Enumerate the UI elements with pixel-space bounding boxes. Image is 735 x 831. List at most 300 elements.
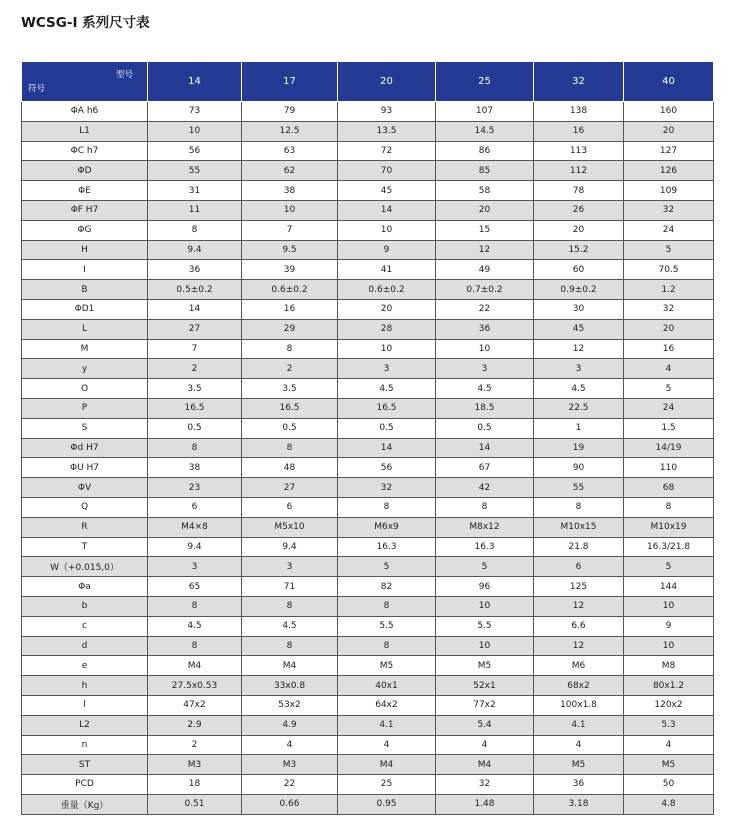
table-cell: 18.5	[436, 398, 534, 418]
table-cell: 4.5	[436, 379, 534, 399]
table-row	[22, 775, 714, 795]
table-cell: 8	[436, 497, 534, 517]
table-cell: 36	[436, 319, 534, 339]
table-cell: 5.5	[436, 616, 534, 636]
table-row	[22, 557, 714, 577]
table-cell: 4.9	[242, 715, 338, 735]
row-symbol-cell: H	[22, 240, 148, 260]
table-cell: 2	[148, 735, 242, 755]
table-cell: 0.7±0.2	[436, 280, 534, 300]
row-symbol-cell: ΦG	[22, 220, 148, 240]
table-cell: 18	[148, 775, 242, 795]
table-cell: 24	[624, 398, 714, 418]
table-cell: 38	[242, 181, 338, 201]
table-row	[22, 458, 714, 478]
table-cell: 73	[148, 102, 242, 122]
table-cell: 160	[624, 102, 714, 122]
table-cell: 25	[338, 775, 436, 795]
row-symbol-cell: Φd H7	[22, 438, 148, 458]
table-cell: 21.8	[534, 537, 624, 557]
table-cell: M5	[534, 755, 624, 775]
header-model-14: 14	[148, 62, 242, 102]
table-cell: 4	[624, 359, 714, 379]
table-cell: 10	[148, 121, 242, 141]
table-cell: 8	[534, 497, 624, 517]
table-cell: 56	[148, 141, 242, 161]
row-symbol-cell: Φa	[22, 577, 148, 597]
table-cell: 60	[534, 260, 624, 280]
table-cell: 4	[624, 735, 714, 755]
table-cell: M8x12	[436, 517, 534, 537]
table-row	[22, 379, 714, 399]
table-cell: 0.95	[338, 794, 436, 814]
row-symbol-cell: P	[22, 398, 148, 418]
table-cell: M4	[148, 656, 242, 676]
table-cell: 22.5	[534, 398, 624, 418]
table-row	[22, 181, 714, 201]
table-row	[22, 418, 714, 438]
table-cell: 9	[624, 616, 714, 636]
table-row	[22, 220, 714, 240]
table-cell: 16.5	[338, 398, 436, 418]
table-cell: 100x1.8	[534, 695, 624, 715]
table-cell: 71	[242, 577, 338, 597]
table-cell: 14	[338, 438, 436, 458]
row-symbol-cell: S	[22, 418, 148, 438]
table-cell: 3	[436, 359, 534, 379]
table-cell: 5	[436, 557, 534, 577]
table-cell: 96	[436, 577, 534, 597]
table-cell: 31	[148, 181, 242, 201]
header-model-32: 32	[534, 62, 624, 102]
table-cell: M6	[534, 656, 624, 676]
table-cell: 8	[338, 636, 436, 656]
table-cell: 9.4	[148, 240, 242, 260]
table-cell: 3	[148, 557, 242, 577]
table-cell: 64x2	[338, 695, 436, 715]
table-cell: 5	[624, 557, 714, 577]
table-header-row	[22, 62, 714, 102]
table-cell: 0.5	[148, 418, 242, 438]
table-cell: 20	[534, 220, 624, 240]
table-cell: 5	[624, 379, 714, 399]
table-cell: 0.6±0.2	[338, 280, 436, 300]
table-cell: 56	[338, 458, 436, 478]
table-row	[22, 478, 714, 498]
table-cell: 4	[436, 735, 534, 755]
row-symbol-cell: y	[22, 359, 148, 379]
table-cell: 40x1	[338, 676, 436, 696]
table-cell: 70	[338, 161, 436, 181]
table-cell: M4×8	[148, 517, 242, 537]
table-cell: 144	[624, 577, 714, 597]
table-cell: 86	[436, 141, 534, 161]
table-cell: 82	[338, 577, 436, 597]
table-cell: 3.5	[242, 379, 338, 399]
table-cell: 4.5	[148, 616, 242, 636]
table-cell: 4.5	[242, 616, 338, 636]
table-cell: 3	[534, 359, 624, 379]
table-cell: 5	[338, 557, 436, 577]
header-model-20: 20	[338, 62, 436, 102]
table-cell: 12	[436, 240, 534, 260]
table-cell: 78	[534, 181, 624, 201]
table-cell: 28	[338, 319, 436, 339]
page-title: WCSG-I 系列尺寸表	[21, 15, 150, 31]
table-cell: 49	[436, 260, 534, 280]
table-cell: 8	[338, 497, 436, 517]
table-cell: 24	[624, 220, 714, 240]
table-cell: 93	[338, 102, 436, 122]
table-cell: 4.5	[534, 379, 624, 399]
table-cell: 55	[534, 478, 624, 498]
table-row	[22, 161, 714, 181]
table-cell: 112	[534, 161, 624, 181]
row-symbol-cell: c	[22, 616, 148, 636]
table-cell: 0.6±0.2	[242, 280, 338, 300]
table-cell: 107	[436, 102, 534, 122]
table-row	[22, 577, 714, 597]
table-cell: 4.1	[534, 715, 624, 735]
table-cell: 63	[242, 141, 338, 161]
table-row	[22, 359, 714, 379]
table-cell: 27	[242, 478, 338, 498]
table-cell: 3.18	[534, 794, 624, 814]
table-row	[22, 676, 714, 696]
table-cell: 20	[436, 200, 534, 220]
table-cell: 9.4	[148, 537, 242, 557]
table-cell: 120x2	[624, 695, 714, 715]
table-cell: 14	[338, 200, 436, 220]
table-cell: 32	[624, 200, 714, 220]
table-cell: 6	[148, 497, 242, 517]
table-cell: 39	[242, 260, 338, 280]
table-cell: 1.2	[624, 280, 714, 300]
table-cell: 1	[534, 418, 624, 438]
table-cell: 14.5	[436, 121, 534, 141]
table-cell: 19	[534, 438, 624, 458]
table-cell: 4	[242, 735, 338, 755]
table-cell: M6x9	[338, 517, 436, 537]
table-row	[22, 497, 714, 517]
table-cell: 4.8	[624, 794, 714, 814]
table-cell: 16.3	[436, 537, 534, 557]
table-cell: 2	[242, 359, 338, 379]
table-row	[22, 398, 714, 418]
table-cell: 42	[436, 478, 534, 498]
table-cell: 113	[534, 141, 624, 161]
table-cell: 10	[242, 200, 338, 220]
table-cell: 68	[624, 478, 714, 498]
table-cell: 8	[148, 636, 242, 656]
table-cell: 38	[148, 458, 242, 478]
table-cell: 36	[148, 260, 242, 280]
table-row	[22, 636, 714, 656]
table-cell: 6.6	[534, 616, 624, 636]
table-cell: 45	[534, 319, 624, 339]
table-cell: 7	[242, 220, 338, 240]
table-row	[22, 517, 714, 537]
table-cell: M4	[242, 656, 338, 676]
table-cell: M5x10	[242, 517, 338, 537]
table-cell: 80x1.2	[624, 676, 714, 696]
table-cell: 52x1	[436, 676, 534, 696]
row-symbol-cell: ΦF H7	[22, 200, 148, 220]
table-cell: 7	[148, 339, 242, 359]
table-cell: 23	[148, 478, 242, 498]
table-cell: 0.5	[338, 418, 436, 438]
table-cell: 4	[338, 735, 436, 755]
table-row	[22, 141, 714, 161]
table-cell: 50	[624, 775, 714, 795]
table-cell: 9.4	[242, 537, 338, 557]
table-row	[22, 102, 714, 122]
table-cell: 16	[534, 121, 624, 141]
table-cell: 5.4	[436, 715, 534, 735]
table-cell: 65	[148, 577, 242, 597]
table-cell: 1.5	[624, 418, 714, 438]
table-cell: 2.9	[148, 715, 242, 735]
table-cell: 110	[624, 458, 714, 478]
header-model-25: 25	[436, 62, 534, 102]
table-cell: 14	[148, 299, 242, 319]
table-cell: 22	[436, 299, 534, 319]
row-symbol-cell: L1	[22, 121, 148, 141]
row-symbol-cell: ΦA h6	[22, 102, 148, 122]
table-cell: 8	[242, 438, 338, 458]
row-symbol-cell: O	[22, 379, 148, 399]
row-symbol-cell: e	[22, 656, 148, 676]
table-cell: 10	[338, 220, 436, 240]
table-row	[22, 240, 714, 260]
table-cell: 10	[436, 636, 534, 656]
table-cell: M10x15	[534, 517, 624, 537]
table-cell: 12.5	[242, 121, 338, 141]
table-cell: 85	[436, 161, 534, 181]
table-cell: 10	[436, 339, 534, 359]
table-cell: 0.66	[242, 794, 338, 814]
header-model-40: 40	[624, 62, 714, 102]
table-cell: 5.5	[338, 616, 436, 636]
row-symbol-cell: I	[22, 260, 148, 280]
table-cell: 6	[242, 497, 338, 517]
row-symbol-cell: W（+0.015,0）	[22, 557, 148, 577]
table-cell: M4	[338, 755, 436, 775]
table-cell: 10	[436, 596, 534, 616]
table-cell: 8	[242, 636, 338, 656]
table-cell: 29	[242, 319, 338, 339]
table-cell: 20	[624, 121, 714, 141]
table-cell: 53x2	[242, 695, 338, 715]
table-cell: 14/19	[624, 438, 714, 458]
row-symbol-cell: PCD	[22, 775, 148, 795]
table-cell: 27	[148, 319, 242, 339]
row-symbol-cell: 重量（Kg）	[22, 794, 148, 814]
table-cell: 10	[338, 339, 436, 359]
table-cell: 67	[436, 458, 534, 478]
table-row	[22, 616, 714, 636]
table-cell: 0.5	[436, 418, 534, 438]
table-cell: 2	[148, 359, 242, 379]
table-row	[22, 200, 714, 220]
row-symbol-cell: T	[22, 537, 148, 557]
table-cell: 126	[624, 161, 714, 181]
table-cell: 8	[148, 220, 242, 240]
row-symbol-cell: ΦD	[22, 161, 148, 181]
table-row	[22, 339, 714, 359]
table-row	[22, 260, 714, 280]
table-cell: 41	[338, 260, 436, 280]
table-cell: 109	[624, 181, 714, 201]
table-cell: M5	[624, 755, 714, 775]
table-cell: 26	[534, 200, 624, 220]
table-row	[22, 715, 714, 735]
table-cell: 5	[624, 240, 714, 260]
table-cell: 0.51	[148, 794, 242, 814]
table-cell: M3	[242, 755, 338, 775]
header-symbol-label: 符号	[28, 84, 46, 94]
table-row	[22, 299, 714, 319]
table-cell: 16.3/21.8	[624, 537, 714, 557]
table-cell: 55	[148, 161, 242, 181]
table-cell: 3.5	[148, 379, 242, 399]
table-row	[22, 319, 714, 339]
table-cell: 70.5	[624, 260, 714, 280]
table-cell: 8	[148, 438, 242, 458]
table-cell: 45	[338, 181, 436, 201]
table-cell: 4.5	[338, 379, 436, 399]
table-row	[22, 596, 714, 616]
row-symbol-cell: ST	[22, 755, 148, 775]
table-cell: 22	[242, 775, 338, 795]
row-symbol-cell: ΦD1	[22, 299, 148, 319]
table-row	[22, 121, 714, 141]
table-cell: 33x0.8	[242, 676, 338, 696]
table-cell: 11	[148, 200, 242, 220]
table-cell: 90	[534, 458, 624, 478]
row-symbol-cell: Q	[22, 497, 148, 517]
table-cell: 1.48	[436, 794, 534, 814]
table-cell: 47x2	[148, 695, 242, 715]
row-symbol-cell: R	[22, 517, 148, 537]
table-row	[22, 735, 714, 755]
table-cell: M5	[436, 656, 534, 676]
row-symbol-cell: n	[22, 735, 148, 755]
row-symbol-cell: ΦC h7	[22, 141, 148, 161]
table-cell: 62	[242, 161, 338, 181]
table-cell: 5.3	[624, 715, 714, 735]
table-cell: 58	[436, 181, 534, 201]
table-row	[22, 695, 714, 715]
row-symbol-cell: ΦU H7	[22, 458, 148, 478]
table-cell: M8	[624, 656, 714, 676]
table-cell: 0.5±0.2	[148, 280, 242, 300]
table-cell: 8	[148, 596, 242, 616]
table-cell: 20	[624, 319, 714, 339]
row-symbol-cell: ΦV	[22, 478, 148, 498]
row-symbol-cell: d	[22, 636, 148, 656]
table-row	[22, 438, 714, 458]
table-cell: 4.1	[338, 715, 436, 735]
table-cell: 8	[624, 497, 714, 517]
table-cell: 15.2	[534, 240, 624, 260]
header-corner-cell	[22, 62, 148, 102]
table-cell: 3	[242, 557, 338, 577]
table-cell: 3	[338, 359, 436, 379]
row-symbol-cell: h	[22, 676, 148, 696]
table-cell: 8	[242, 339, 338, 359]
table-cell: 15	[436, 220, 534, 240]
table-cell: 125	[534, 577, 624, 597]
table-cell: 16	[242, 299, 338, 319]
table-cell: 68x2	[534, 676, 624, 696]
table-cell: 27.5x0.53	[148, 676, 242, 696]
table-cell: 0.9±0.2	[534, 280, 624, 300]
row-symbol-cell: ΦE	[22, 181, 148, 201]
table-cell: 12	[534, 339, 624, 359]
table-row	[22, 794, 714, 814]
row-symbol-cell: L	[22, 319, 148, 339]
table-cell: 8	[242, 596, 338, 616]
table-cell: 77x2	[436, 695, 534, 715]
table-cell: 20	[338, 299, 436, 319]
table-cell: 16.5	[242, 398, 338, 418]
table-cell: 138	[534, 102, 624, 122]
header-model-label: 型号	[115, 70, 133, 80]
table-cell: 12	[534, 596, 624, 616]
row-symbol-cell: l	[22, 695, 148, 715]
table-body	[22, 102, 714, 815]
table-cell: 9.5	[242, 240, 338, 260]
table-cell: 10	[624, 636, 714, 656]
table-cell: 10	[624, 596, 714, 616]
table-cell: 79	[242, 102, 338, 122]
table-cell: M10x19	[624, 517, 714, 537]
table-cell: M3	[148, 755, 242, 775]
row-symbol-cell: B	[22, 280, 148, 300]
table-cell: 32	[436, 775, 534, 795]
table-cell: 8	[338, 596, 436, 616]
table-cell: 72	[338, 141, 436, 161]
table-cell: 14	[436, 438, 534, 458]
table-cell: 16	[624, 339, 714, 359]
table-cell: 48	[242, 458, 338, 478]
row-symbol-cell: L2	[22, 715, 148, 735]
table-row	[22, 280, 714, 300]
table-cell: M5	[338, 656, 436, 676]
row-symbol-cell: b	[22, 596, 148, 616]
table-cell: 30	[534, 299, 624, 319]
row-symbol-cell: M	[22, 339, 148, 359]
table-cell: 0.5	[242, 418, 338, 438]
header-model-17: 17	[242, 62, 338, 102]
table-cell: 36	[534, 775, 624, 795]
table-cell: 12	[534, 636, 624, 656]
table-cell: 13.5	[338, 121, 436, 141]
table-cell: 32	[338, 478, 436, 498]
table-cell: 16.3	[338, 537, 436, 557]
table-row	[22, 537, 714, 557]
table-cell: 9	[338, 240, 436, 260]
table-row	[22, 656, 714, 676]
table-row	[22, 755, 714, 775]
table-cell: 6	[534, 557, 624, 577]
table-cell: 4	[534, 735, 624, 755]
table-cell: M4	[436, 755, 534, 775]
table-cell: 127	[624, 141, 714, 161]
table-cell: 16.5	[148, 398, 242, 418]
dimension-table	[21, 61, 714, 815]
